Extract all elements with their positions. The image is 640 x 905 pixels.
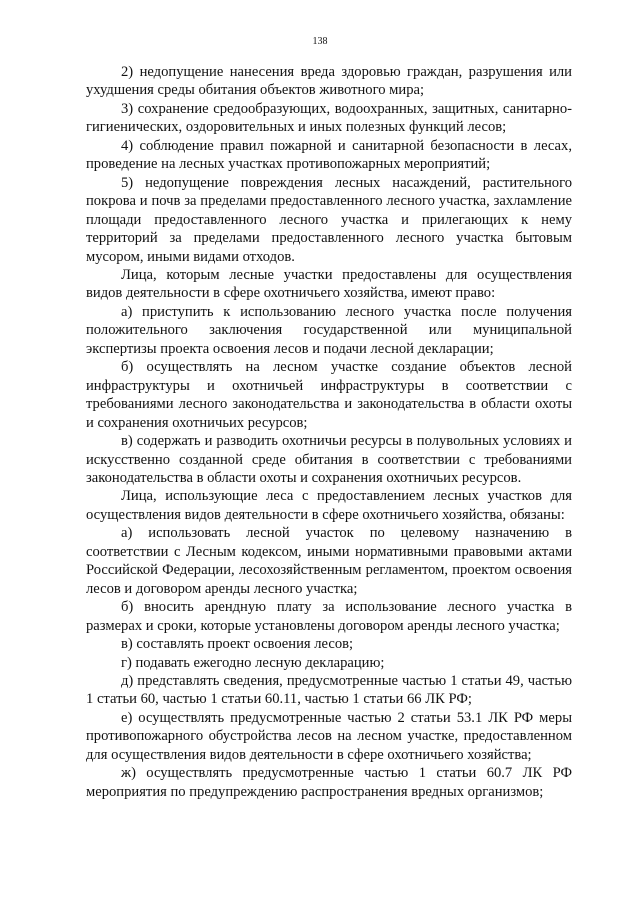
paragraph-duty-v: в) составлять проект освоения лесов;	[121, 636, 354, 653]
paragraph-duties-intro: Лица, использующие леса с предоставлением лесных участков для осуществления видов деятельности в сфере охотничьего хозяйства, обязаны:	[86, 488, 572, 523]
page-number: 138	[312, 36, 328, 47]
paragraph-duty-b: б) вносить арендную плату за использование лесного участка в размерах и сроки, которые установлены договором аренды лесного участка;	[86, 599, 572, 634]
paragraph-duty-g: г) подавать ежегодно лесную декларацию;	[121, 654, 385, 671]
document-body	[86, 63, 572, 801]
paragraph-right-v: в) содержать и разводить охотничьи ресурсы в полувольных условиях и искусственно созданной среде обитания в соответствии с требованиями законодательства в области охоты и сохранения охотничьих ресурсов.	[86, 433, 572, 486]
paragraph-item-3: 3) сохранение средообразующих, водоохранных, защитных, санитарно-гигиенических, оздоровительных и иных полезных функций лесов;	[86, 100, 572, 136]
paragraph-duty-a: а) использовать лесной участок по целевому назначению в соответствии с Лесным кодексом, иными нормативными правовыми актами Российской Федерации, лесохозяйственным регламентом, проектом освоения лесов и договором аренды лесного участка;	[86, 525, 572, 597]
paragraph-right-a: а) приступить к использованию лесного участка после получения положительного заключения государственной или муниципальной экспертизы проекта освоения лесов и подачи лесной декларации;	[86, 303, 572, 357]
paragraph-item-4: 4) соблюдение правил пожарной и санитарной безопасности в лесах, проведение на лесных участках противопожарных мероприятий;	[86, 137, 572, 173]
paragraph-item-5: 5) недопущение повреждения лесных насаждений, растительного покрова и почв за пределами предоставленного лесного участка, захламление площади предоставленного лесного участка и прилегающих к нему территорий за пределами предоставленного лесного участка бытовым мусором, иными видами отходов.	[86, 174, 572, 265]
paragraph-right-b: б) осуществлять на лесном участке создание объектов лесной инфраструктуры и охотничьей инфраструктуры в соответствии с требованиями лесного законодательства и законодательства в области охоты и сохранения охотничьих ресурсов;	[86, 359, 572, 431]
paragraph-duty-e: е) осуществлять предусмотренные частью 2 статьи 53.1 ЛК РФ меры противопожарного обустройства лесов на лесном участке, предоставленном для осуществления видов деятельности в сфере охотничьего хозяйства;	[86, 709, 572, 763]
paragraph-duty-zh: ж) осуществлять предусмотренные частью 1 статьи 60.7 ЛК РФ мероприятия по предупреждению распространения вредных организмов;	[86, 765, 572, 800]
paragraph-item-2: 2) недопущение нанесения вреда здоровью граждан, разрушения или ухудшения среды обитания объектов животного мира;	[86, 64, 572, 99]
paragraph-duty-d: д) представлять сведения, предусмотренные частью 1 статьи 49, частью 1 статьи 60, частью 1 статьи 60.11, частью 1 статьи 66 ЛК РФ;	[86, 672, 572, 708]
paragraph-rights-intro: Лица, которым лесные участки предоставлены для осуществления видов деятельности в сфере охотничьего хозяйства, имеют право:	[86, 266, 572, 302]
